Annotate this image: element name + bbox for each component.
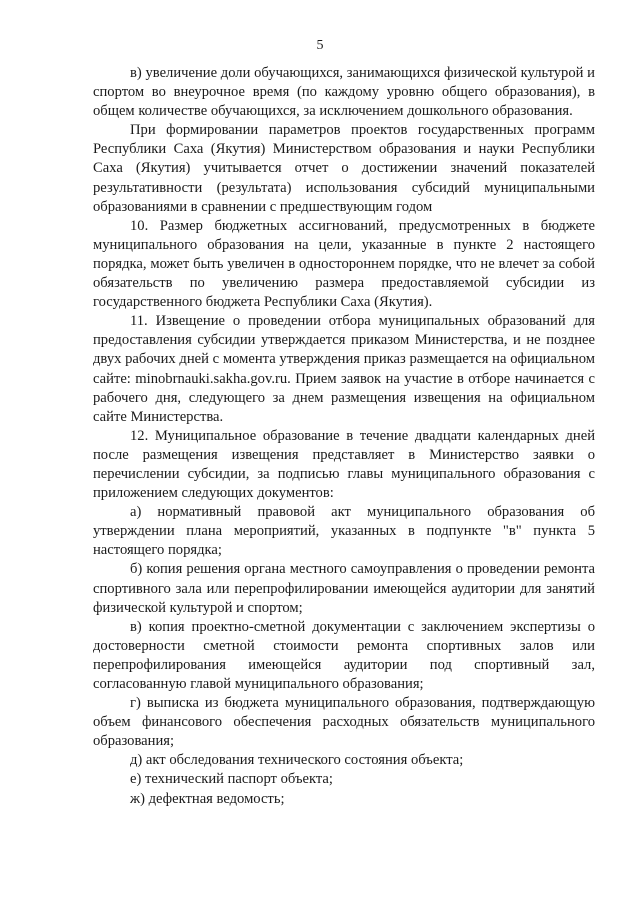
list-item-v-design-documentation: в) копия проектно-сметной документации с заключением экспертизы о достоверности сметной стоимости ремонта спортивных залов или перепрофилирования имеющейся аудитории под спортивный зал, согласованную главой муниципального образования; [93,618,595,692]
paragraph-10-budget-allocations: 10. Размер бюджетных ассигнований, предусмотренных в бюджете муниципального образования на цели, указанные в пункте 2 настоящего порядка, может быть увеличен в одностороннем порядке, что не влечет за собой обязательств по увеличению размера предоставляемой субсидии из государственного бюджета Республики Саха (Якутия). [93,217,595,311]
paragraph-program-parameters: При формировании параметров проектов государственных программ Республики Саха (Якутия) Министерством образования и науки Республики Саха (Якутия) учитывается отчет о достижении значений показателей результативности (результата) использования субсидий муниципальными образованиями в сравнении с предшествующим годом [93,122,595,215]
paragraph-11-selection-notice: 11. Извещение о проведении отбора муниципальных образований для предоставления субсидии утверждается приказом Министерства, и не позднее двух рабочих дней с момента утверждения приказ размещается на официальном сайте: minobrnauki.sakha.gov.ru. Прием заявок на участие в отборе начинается с рабочего дня, следующего за днем размещения извещения на официальном сайте Министерства. [93,313,595,425]
paragraph-12-application-submission: 12. Муниципальное образование в течение двадцати календарных дней после размещения извещения представляет в Министерство заявки о перечислении субсидии, за подписью главы муниципального образования с приложением следующих документов: [93,427,595,502]
list-item-a-legal-act: а) нормативный правовой акт муниципального образования об утверждении плана мероприятий, указанных в подпункте "в" пункта 5 настоящего порядка; [93,504,595,559]
list-item-d-inspection-act: д) акт обследования технического состояния объекта; [130,752,464,769]
list-item-g-budget-extract: г) выписка из бюджета муниципального образования, подтверждающую объем финансового обеспечения расходных обязательств муниципального образования; [93,695,595,750]
paragraph-v-physical-culture-share: в) увеличение доли обучающихся, занимающихся физической культурой и спортом во внеурочное время (по каждому уровню общего образования), в общем количестве обучающихся, за исключением дошкольного образования. [93,65,595,120]
document-body [93,64,595,809]
page-number: 5 [316,38,324,53]
list-item-b-decision-copy: б) копия решения органа местного самоуправления о проведении ремонта спортивного зала или перепрофилировании имеющейся аудитории для занятий физической культурой и спортом; [93,561,595,616]
list-item-e-technical-passport: е) технический паспорт объекта; [130,771,333,788]
list-item-zh-defect-list: ж) дефектная ведомость; [130,790,285,807]
